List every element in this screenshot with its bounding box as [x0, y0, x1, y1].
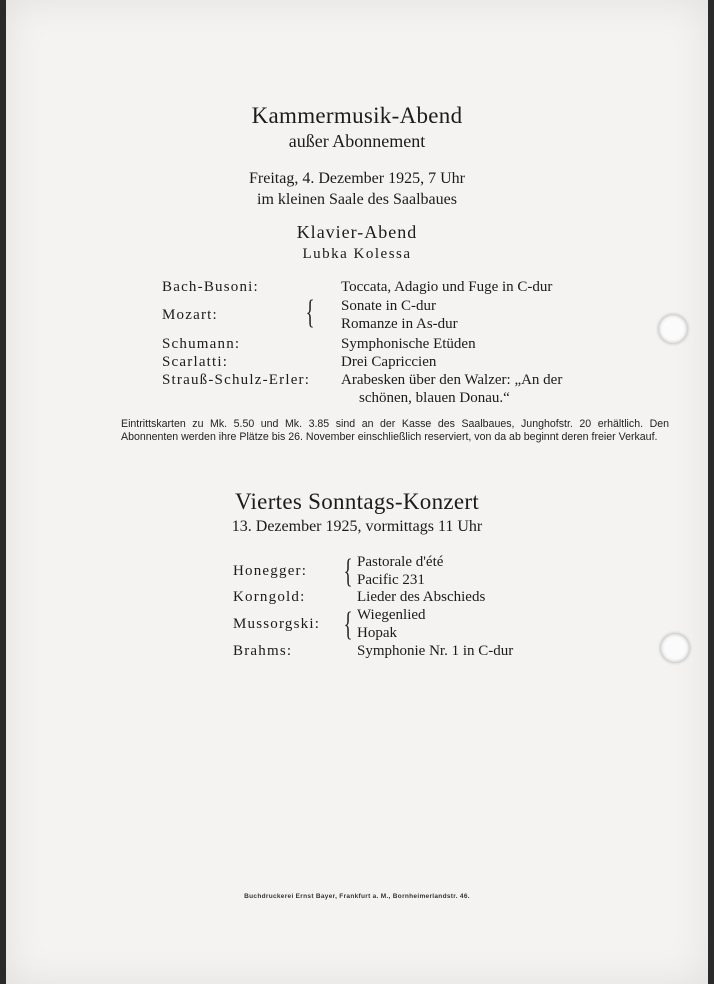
composer-name: Bach-Busoni:: [162, 279, 259, 295]
composer-name: Mussorgski:: [233, 616, 321, 632]
event-date: Freitag, 4. Dezember 1925, 7 Uhr: [249, 170, 465, 187]
event-subtitle: außer Abonnement: [288, 131, 426, 151]
ticket-notice: Eintrittskarten zu Mk. 5.50 und Mk. 3.85 sind an der Kasse des Saalbaues, Junghofstr. 20 erhältlich. Den Abonnenten werden ihre Plätze bis 26. November einschließlich reserviert, von da ab beginnt deren freier Verkauf.: [121, 418, 669, 443]
work-title: Romanze in As-dur: [341, 316, 458, 332]
work-title: Drei Capriccien: [341, 354, 437, 370]
work-title: Arabesken über den Walzer: „An der: [341, 372, 563, 388]
composer-name: Schumann:: [162, 336, 241, 352]
program-sheet: [6, 0, 708, 984]
composer-name: Brahms:: [233, 643, 293, 659]
work-title: Lieder des Abschieds: [357, 589, 486, 605]
composer-name: Strauß-Schulz-Erler:: [162, 372, 311, 388]
brace-symbol: {: [343, 553, 353, 590]
work-title: Toccata, Adagio und Fuge in C-dur: [341, 279, 553, 295]
event-venue: im kleinen Saale des Saalbaues: [257, 191, 457, 208]
brace-symbol: {: [343, 606, 353, 643]
composer-name: Mozart:: [162, 307, 218, 323]
composer-name: Honegger:: [233, 563, 308, 579]
punch-hole-bottom: [660, 633, 690, 663]
work-title: Wiegenlied: [357, 607, 426, 623]
work-title: Symphonie Nr. 1 in C-dur: [357, 643, 514, 659]
event-title: Kammermusik-Abend: [251, 103, 463, 128]
printer-imprint: Buchdruckerei Ernst Bayer, Frankfurt a. M., Bornheimerlandstr. 46.: [244, 893, 470, 900]
work-title: schönen, blauen Donau.“: [359, 390, 510, 406]
composer-name: Korngold:: [233, 589, 306, 605]
artist-name: Lubka Kolessa: [302, 246, 412, 262]
composer-name: Scarlatti:: [162, 354, 229, 370]
work-title: Pastorale d'été: [357, 554, 444, 570]
work-title: Hopak: [357, 625, 397, 641]
concert-date: 13. Dezember 1925, vormittags 11 Uhr: [231, 518, 483, 535]
work-title: Pacific 231: [357, 572, 425, 588]
recital-title: Klavier-Abend: [296, 222, 418, 242]
work-title: Symphonische Etüden: [341, 336, 476, 352]
brace-symbol: {: [305, 294, 315, 331]
concert-title: Viertes Sonntags-Konzert: [234, 489, 480, 514]
work-title: Sonate in C-dur: [341, 298, 436, 314]
punch-hole-top: [658, 314, 688, 344]
